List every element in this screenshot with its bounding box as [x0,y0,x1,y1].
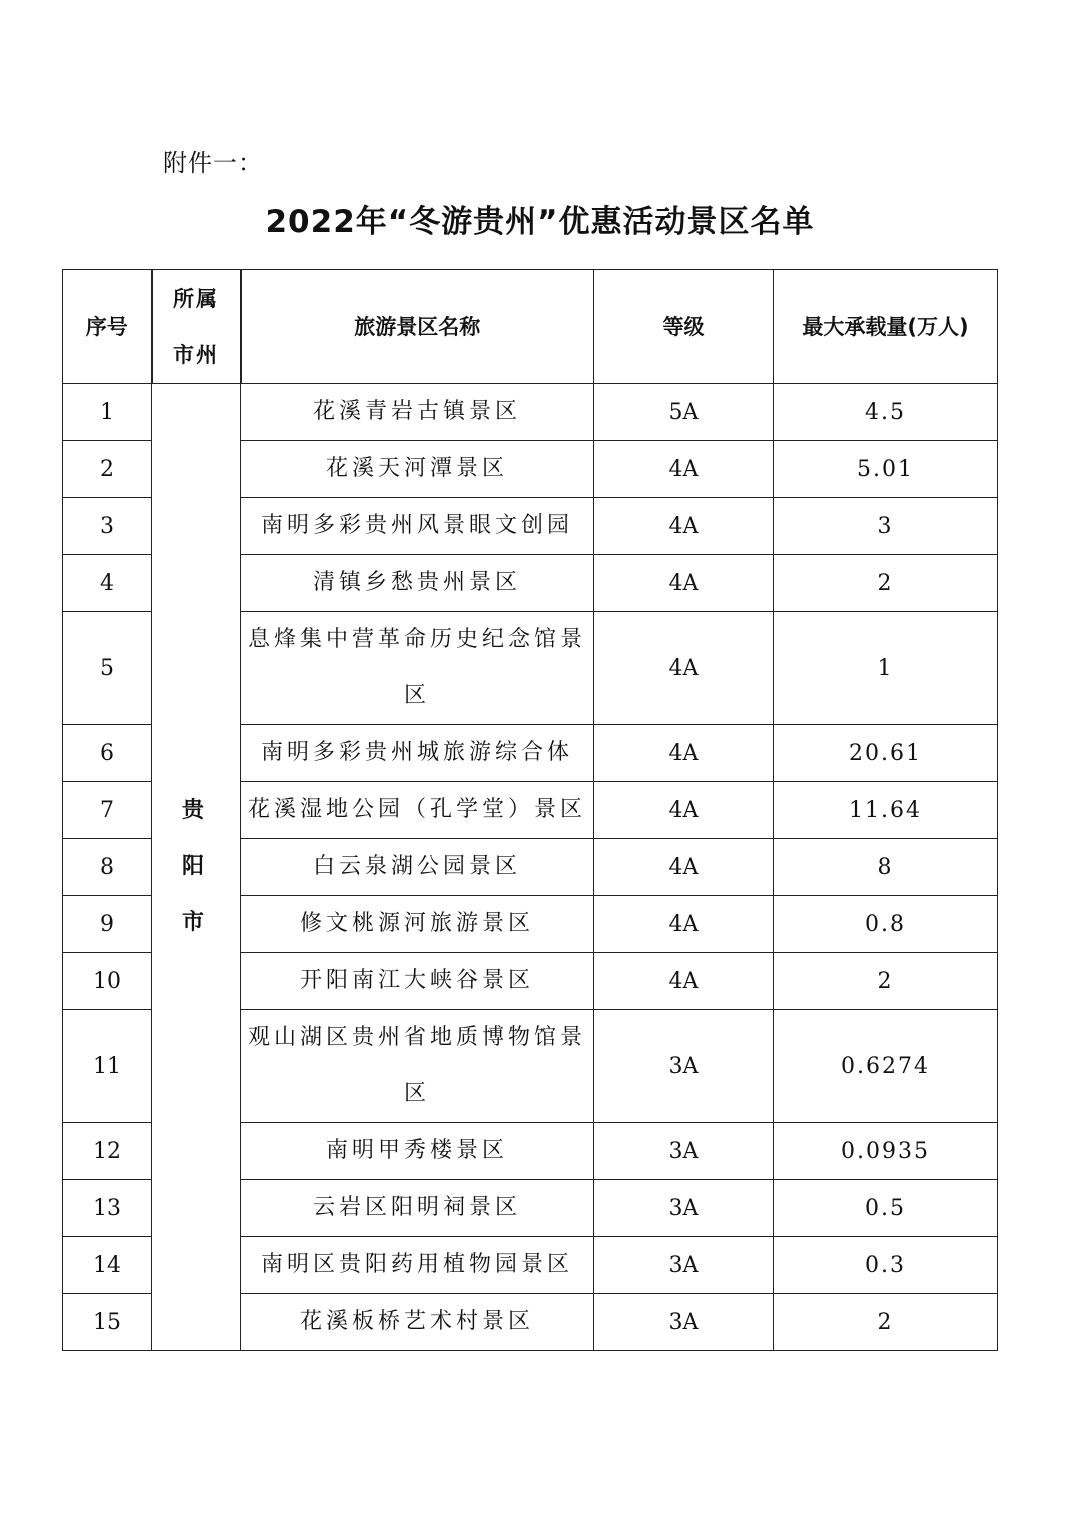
row-name: 观山湖区贵州省地质博物馆景区 [241,1010,594,1123]
row-grade: 3A [594,1237,774,1294]
row-capacity: 4.5 [774,384,998,441]
row-capacity: 5.01 [774,441,998,498]
row-grade: 4A [594,839,774,896]
row-capacity: 11.64 [774,782,998,839]
row-index: 4 [63,555,152,612]
row-grade: 4A [594,555,774,612]
row-name: 开阳南江大峡谷景区 [241,953,594,1010]
city-cell [152,384,241,1351]
row-name: 花溪板桥艺术村景区 [241,1294,594,1351]
row-capacity: 2 [774,555,998,612]
row-capacity: 3 [774,498,998,555]
row-index: 5 [63,612,152,725]
row-capacity: 0.8 [774,896,998,953]
row-index: 15 [63,1294,152,1351]
header-name: 旅游景区名称 [241,270,594,384]
row-capacity: 0.5 [774,1180,998,1237]
row-name: 修文桃源河旅游景区 [241,896,594,953]
row-grade: 3A [594,1010,774,1123]
row-grade: 5A [594,384,774,441]
header-city-label: 所属市州 [173,286,219,367]
row-grade: 4A [594,953,774,1010]
page-title: 2022年“冬游贵州”优惠活动景区名单 [265,204,815,240]
row-grade: 4A [594,498,774,555]
row-index: 1 [63,384,152,441]
row-name: 南明多彩贵州城旅游综合体 [241,725,594,782]
row-name: 云岩区阳明祠景区 [241,1180,594,1237]
row-grade: 3A [594,1180,774,1237]
row-name: 花溪青岩古镇景区 [241,384,594,441]
row-name: 南明多彩贵州风景眼文创园 [241,498,594,555]
row-name: 清镇乡愁贵州景区 [241,555,594,612]
header-index: 序号 [63,270,152,384]
row-grade: 4A [594,782,774,839]
city-value: 贵阳市 [181,798,210,935]
row-grade: 4A [594,725,774,782]
row-name: 花溪湿地公园（孔学堂）景区 [241,782,594,839]
header-grade: 等级 [594,270,774,384]
header-city [152,270,241,384]
row-capacity: 20.61 [774,725,998,782]
row-grade: 4A [594,896,774,953]
row-name: 花溪天河潭景区 [241,441,594,498]
row-index: 8 [63,839,152,896]
row-index: 14 [63,1237,152,1294]
row-grade: 3A [594,1294,774,1351]
row-capacity: 2 [774,953,998,1010]
header-capacity: 最大承载量(万人) [774,270,998,384]
attachment-label: 附件一： [163,149,263,177]
row-index: 2 [63,441,152,498]
row-capacity: 1 [774,612,998,725]
row-name: 南明区贵阳药用植物园景区 [241,1237,594,1294]
row-index: 11 [63,1010,152,1123]
row-capacity: 0.0935 [774,1123,998,1180]
row-grade: 4A [594,612,774,725]
row-capacity: 0.3 [774,1237,998,1294]
table-row [63,384,998,441]
row-index: 10 [63,953,152,1010]
table-header-row [63,270,998,384]
row-name: 息烽集中营革命历史纪念馆景区 [241,612,594,725]
row-capacity: 8 [774,839,998,896]
row-index: 13 [63,1180,152,1237]
row-name: 白云泉湖公园景区 [241,839,594,896]
row-grade: 3A [594,1123,774,1180]
row-capacity: 2 [774,1294,998,1351]
row-index: 3 [63,498,152,555]
row-capacity: 0.6274 [774,1010,998,1123]
row-grade: 4A [594,441,774,498]
scenic-area-table [62,269,998,1351]
row-index: 12 [63,1123,152,1180]
row-index: 6 [63,725,152,782]
row-name: 南明甲秀楼景区 [241,1123,594,1180]
row-index: 9 [63,896,152,953]
row-index: 7 [63,782,152,839]
